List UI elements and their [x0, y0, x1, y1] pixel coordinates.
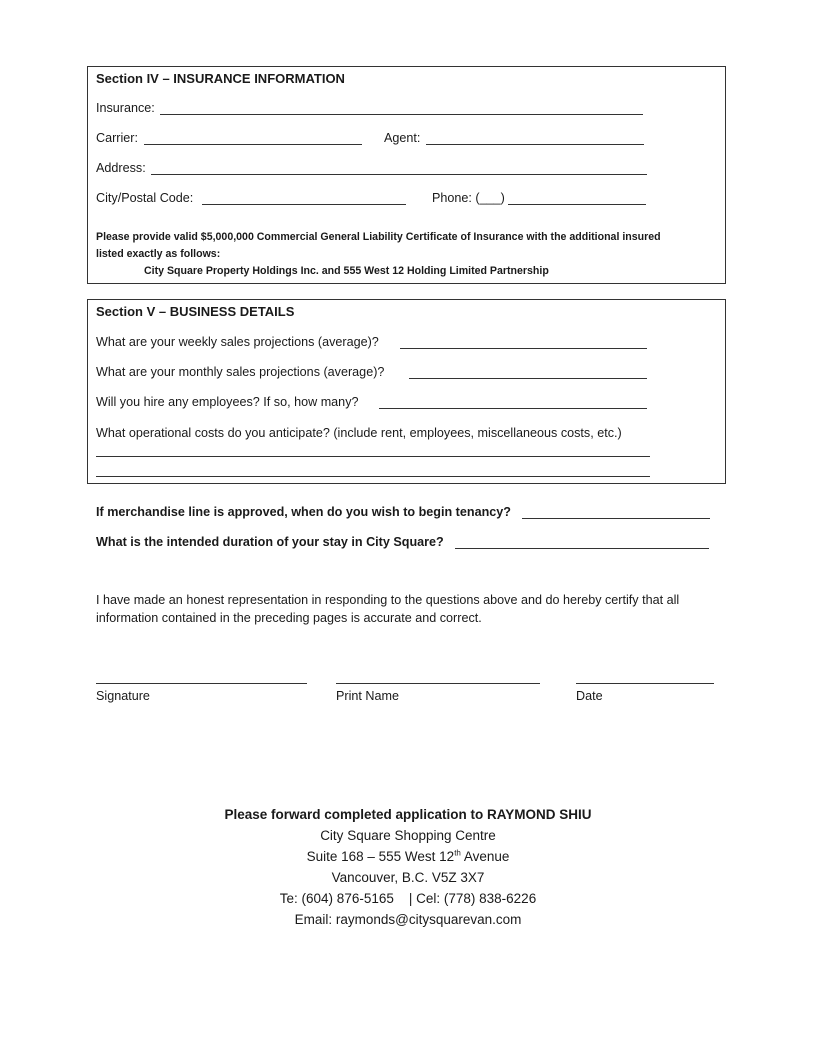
- signature-field[interactable]: [96, 683, 307, 684]
- email-address: Email: raymonds@citysquarevan.com: [294, 912, 522, 927]
- insurance-note-line1: Please provide valid $5,000,000 Commercial General Liability Certificate of Insurance with the additional insured: [96, 231, 661, 243]
- insurance-label: Insurance:: [96, 101, 155, 115]
- date-label: Date: [576, 689, 603, 703]
- monthly-sales-question: What are your monthly sales projections (average)?: [96, 365, 385, 379]
- certification-line2: information contained in the preceding pages is accurate and correct.: [96, 611, 482, 625]
- forward-heading: Please forward completed application to RAYMOND SHIU: [224, 807, 592, 822]
- signature-label: Signature: [96, 689, 150, 703]
- date-field[interactable]: [576, 683, 714, 684]
- employees-field[interactable]: [379, 408, 647, 409]
- monthly-sales-field[interactable]: [409, 378, 647, 379]
- city-address: Vancouver, B.C. V5Z 3X7: [331, 870, 485, 885]
- tenancy-begin-field[interactable]: [522, 518, 710, 519]
- section-v-title: Section V – BUSINESS DETAILS: [96, 304, 295, 319]
- phone-label: Phone: (___): [432, 191, 505, 205]
- operational-costs-field-1[interactable]: [96, 456, 650, 457]
- address-label: Address:: [96, 161, 146, 175]
- stay-duration-question: What is the intended duration of your stay in City Square?: [96, 535, 444, 549]
- employees-question: Will you hire any employees? If so, how many?: [96, 395, 359, 409]
- print-name-label: Print Name: [336, 689, 399, 703]
- insurance-note-line2: listed exactly as follows:: [96, 248, 221, 260]
- phone-numbers: Te: (604) 876-5165 | Cel: (778) 838-6226: [279, 891, 537, 906]
- address-field[interactable]: [151, 174, 647, 175]
- phone-field[interactable]: [508, 204, 646, 205]
- section-iv-title: Section IV – INSURANCE INFORMATION: [96, 71, 345, 86]
- operational-costs-question: What operational costs do you anticipate? (include rent, employees, miscellaneous costs, etc.): [96, 426, 622, 440]
- agent-field[interactable]: [426, 144, 644, 145]
- certification-line1: I have made an honest representation in responding to the questions above and do hereby certify that all: [96, 593, 680, 607]
- weekly-sales-field[interactable]: [400, 348, 647, 349]
- centre-name: City Square Shopping Centre: [320, 828, 496, 843]
- carrier-label: Carrier:: [96, 131, 138, 145]
- operational-costs-field-2[interactable]: [96, 476, 650, 477]
- additional-insured: City Square Property Holdings Inc. and 555 West 12 Holding Limited Partnership: [144, 265, 549, 277]
- city-postal-field[interactable]: [202, 204, 406, 205]
- suite-address: Suite 168 – 555 West 12th Avenue: [306, 848, 510, 864]
- insurance-field[interactable]: [160, 114, 643, 115]
- agent-label: Agent:: [384, 131, 421, 145]
- stay-duration-field[interactable]: [455, 548, 709, 549]
- print-name-field[interactable]: [336, 683, 540, 684]
- city-postal-label: City/Postal Code:: [96, 191, 194, 205]
- weekly-sales-question: What are your weekly sales projections (average)?: [96, 335, 379, 349]
- carrier-field[interactable]: [144, 144, 362, 145]
- tenancy-begin-question: If merchandise line is approved, when do you wish to begin tenancy?: [96, 505, 511, 519]
